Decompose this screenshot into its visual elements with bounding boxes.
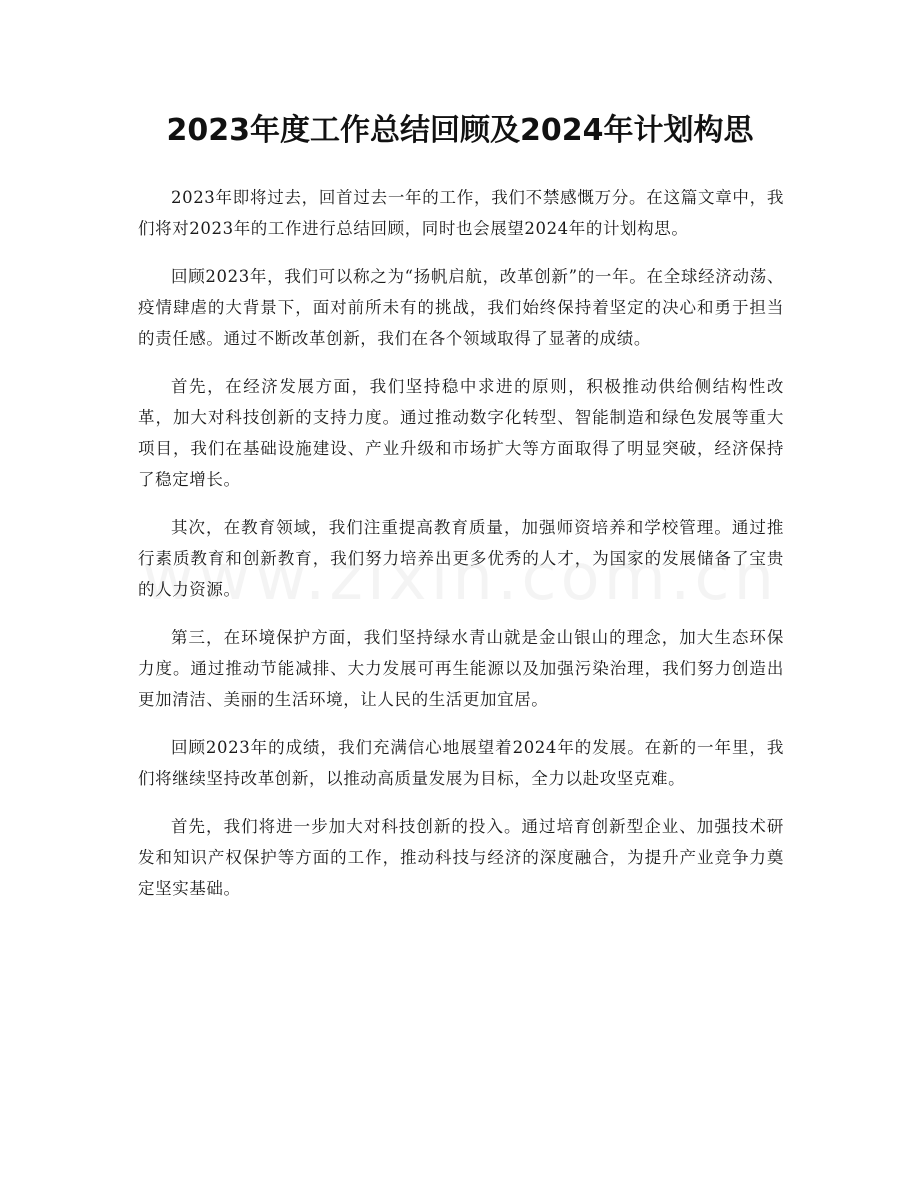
document-title: 2023年度工作总结回顾及2024年计划构思: [166, 113, 754, 148]
paragraph: 回顾2023年的成绩，我们充满信心地展望着2024年的发展。在新的一年里，我们将继续坚持改革创新，以推动高质量发展为目标，全力以赴攻坚克难。: [138, 738, 784, 788]
paragraph: 回顾2023年，我们可以称之为“扬帆启航，改革创新”的一年。在全球经济动荡、疫情肆虐的大背景下，面对前所未有的挑战，我们始终保持着坚定的决心和勇于担当的责任感。通过不断改革创新，我们在各个领域取得了显著的成绩。: [138, 267, 784, 348]
paragraph: 首先，我们将进一步加大对科技创新的投入。通过培育创新型企业、加强技术研发和知识产权保护等方面的工作，推动科技与经济的深度融合，为提升产业竞争力奠定坚实基础。: [138, 817, 784, 898]
paragraph: 2023年即将过去，回首过去一年的工作，我们不禁感慨万分。在这篇文章中，我们将对2023年的工作进行总结回顾，同时也会展望2024年的计划构思。: [138, 188, 784, 238]
paragraph: 第三，在环境保护方面，我们坚持绿水青山就是金山银山的理念，加大生态环保力度。通过推动节能减排、大力发展可再生能源以及加强污染治理，我们努力创造出更加清洁、美丽的生活环境，让人民的生活更加宜居。: [138, 628, 784, 709]
paragraph: 首先，在经济发展方面，我们坚持稳中求进的原则，积极推动供给侧结构性改革，加大对科技创新的支持力度。通过推动数字化转型、智能制造和绿色发展等重大项目，我们在基础设施建设、产业升级和市场扩大等方面取得了明显突破，经济保持了稳定增长。: [138, 377, 784, 489]
document-body: [138, 182, 784, 921]
paragraph: 其次，在教育领域，我们注重提高教育质量，加强师资培养和学校管理。通过推行素质教育和创新教育，我们努力培养出更多优秀的人才，为国家的发展储备了宝贵的人力资源。: [138, 518, 784, 599]
